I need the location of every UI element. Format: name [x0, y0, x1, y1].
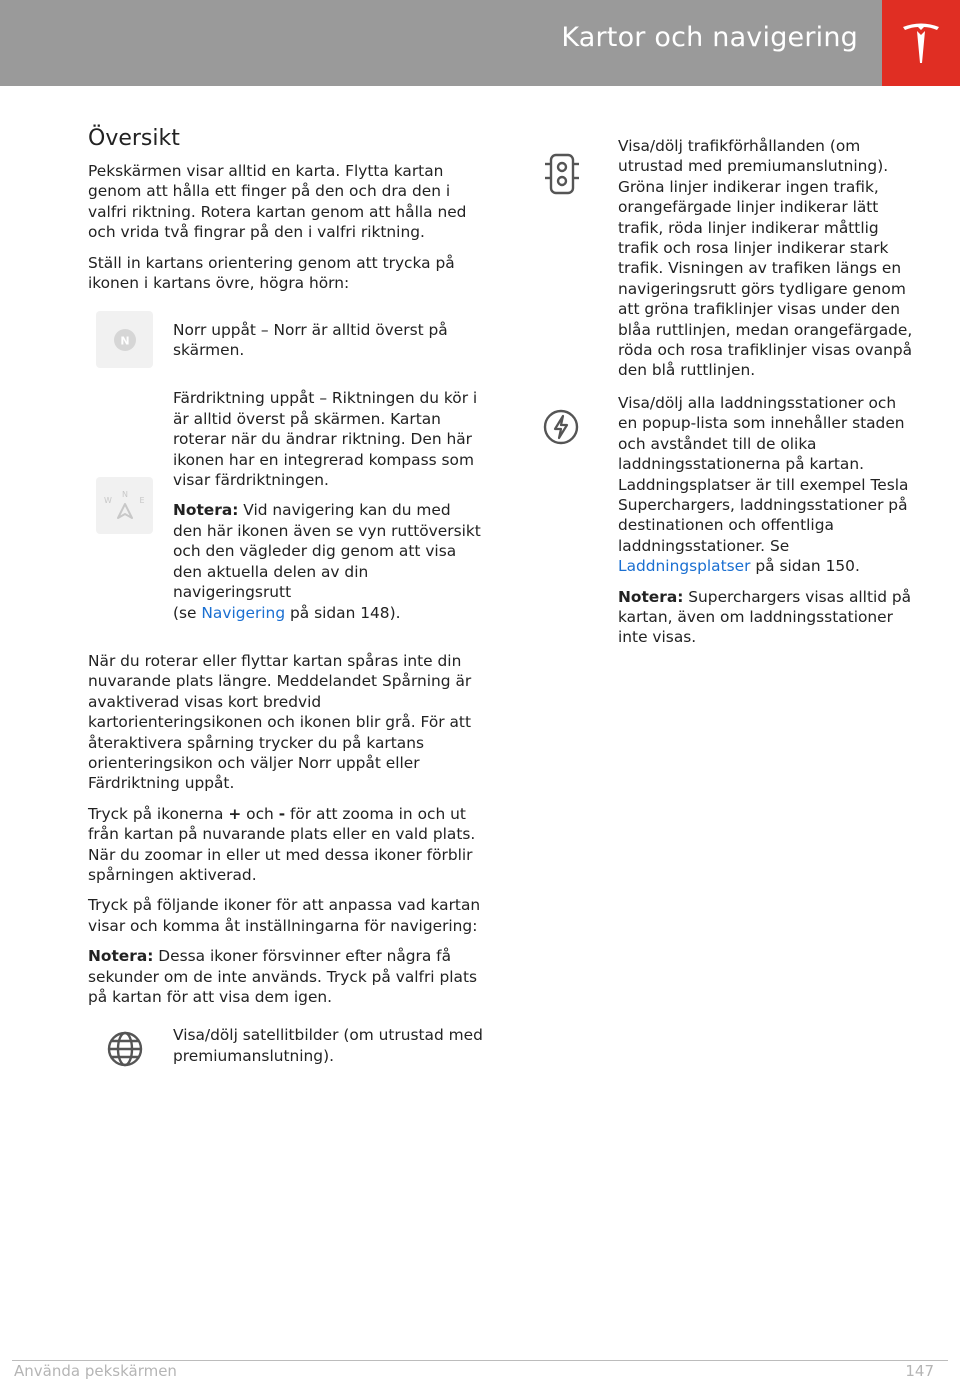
section-heading: Översikt — [88, 126, 180, 151]
satellite-text: Visa/dölj satellitbilder (om utrustad med premiumanslutning). — [173, 1026, 483, 1065]
paragraph-zoom: Tryck på ikonerna + och - för att zooma in och ut från kartan på nuvarande plats eller en vald plats. När du zoomar in eller ut med dessa ikoner förblir spårningen aktiverad. — [88, 804, 476, 884]
heading-up-compass-icon — [96, 477, 153, 534]
traffic-light-icon — [542, 152, 582, 196]
note-label: Notera: — [173, 501, 239, 520]
north-up-icon — [96, 311, 153, 368]
traffic-row — [533, 136, 918, 381]
chapter-title: Kartor och navigering — [561, 22, 858, 53]
page-header — [0, 0, 960, 86]
navigation-link[interactable]: Navigering — [201, 603, 286, 622]
globe-icon — [105, 1029, 145, 1069]
svg-text:W: W — [103, 495, 112, 505]
north-up-text: Norr uppåt – Norr är alltid överst på skärmen. — [173, 320, 448, 359]
charging-note: Notera: Superchargers visas alltid på kartan, även om laddningsstationer inte visas. — [618, 587, 912, 647]
tesla-logo — [882, 0, 960, 86]
north-up-row — [88, 311, 483, 368]
footer-divider — [12, 1360, 948, 1361]
svg-text:E: E — [138, 495, 145, 505]
note-icons-disappear: Notera: Dessa ikoner försvinner efter några få sekunder om de inte används. Tryck på valfri plats på kartan för att visa dem igen. — [88, 947, 477, 1006]
svg-text:N: N — [121, 489, 128, 499]
paragraph-tracking: När du roterar eller flyttar kartan spåras inte din nuvarande plats längre. Meddelandet Spårning är avaktiverad visas kort bredvid kartorienteringsikonen och ikonen blir grå. För att återaktivera spårning trycker du på kartans orienteringsikon och väljer Norr uppåt eller Färdriktning uppåt. — [88, 651, 472, 793]
charging-row — [533, 393, 918, 648]
satellite-row — [88, 1025, 483, 1069]
footer-section: Använda pekskärmen — [14, 1362, 177, 1380]
paragraph-orientation: Ställ in kartans orientering genom att trycka på ikonen i kartans övre, högra hörn: — [88, 253, 455, 293]
lightning-bolt-icon — [541, 407, 581, 447]
svg-text:N: N — [119, 334, 130, 348]
page-number: 147 — [905, 1362, 934, 1380]
paragraph-overview: Pekskärmen visar alltid en karta. Flytta kartan genom att hålla ett finger på den och dra den i valfri riktning. Rotera kartan genom att hålla ned och vrida två fingrar på den i valfri riktning. — [88, 162, 467, 242]
tesla-logo-icon — [901, 21, 941, 65]
right-column — [533, 136, 918, 660]
heading-up-text: Färdriktning uppåt – Riktningen du kör i är alltid överst på skärmen. Kartan roterar när du ändrar riktning. Den här ikonen har en integrerad kompass som visar färdriktningen. — [173, 389, 478, 490]
left-column — [88, 126, 483, 1081]
paragraph-icons: Tryck på följande ikoner för att anpassa vad kartan visar och komma åt inställningarna för navigering: — [88, 896, 481, 935]
charging-locations-link[interactable]: Laddningsplatser — [618, 557, 751, 576]
traffic-text: Visa/dölj trafikförhållanden (om utrustad med premiumanslutning). Gröna linjer indikerar ingen trafik, orangefärgade linjer indikerar lätt trafik, röda linjer indikerar måttlig trafik och rosa linjer indikerar stark trafik. Visningen av trafiken längs en navigeringsrutt görs tydligare genom att gröna trafiklinjer visas under den blåa ruttlinjen, medan orangefärgade, röda och rosa trafiklinjer visas ovanpå den blå ruttlinjen. — [618, 137, 913, 380]
heading-up-row — [88, 388, 483, 622]
heading-up-note: Notera: Vid navigering kan du med den här ikonen även se vyn ruttöversikt och den vägleder dig genom att visa den aktuella delen av din navigeringsrutt (se Navigering på sidan 148). — [173, 501, 481, 622]
charging-text: Visa/dölj alla laddningsstationer och en popup-lista som innehåller staden och avståndet till de olika laddningsstationerna på kartan. Laddningsplatser är till exempel Tesla Superchargers, laddningsstationer på destinationen och offentliga laddningsstationer. Se Laddningsplatser på sidan 150. — [618, 393, 909, 576]
